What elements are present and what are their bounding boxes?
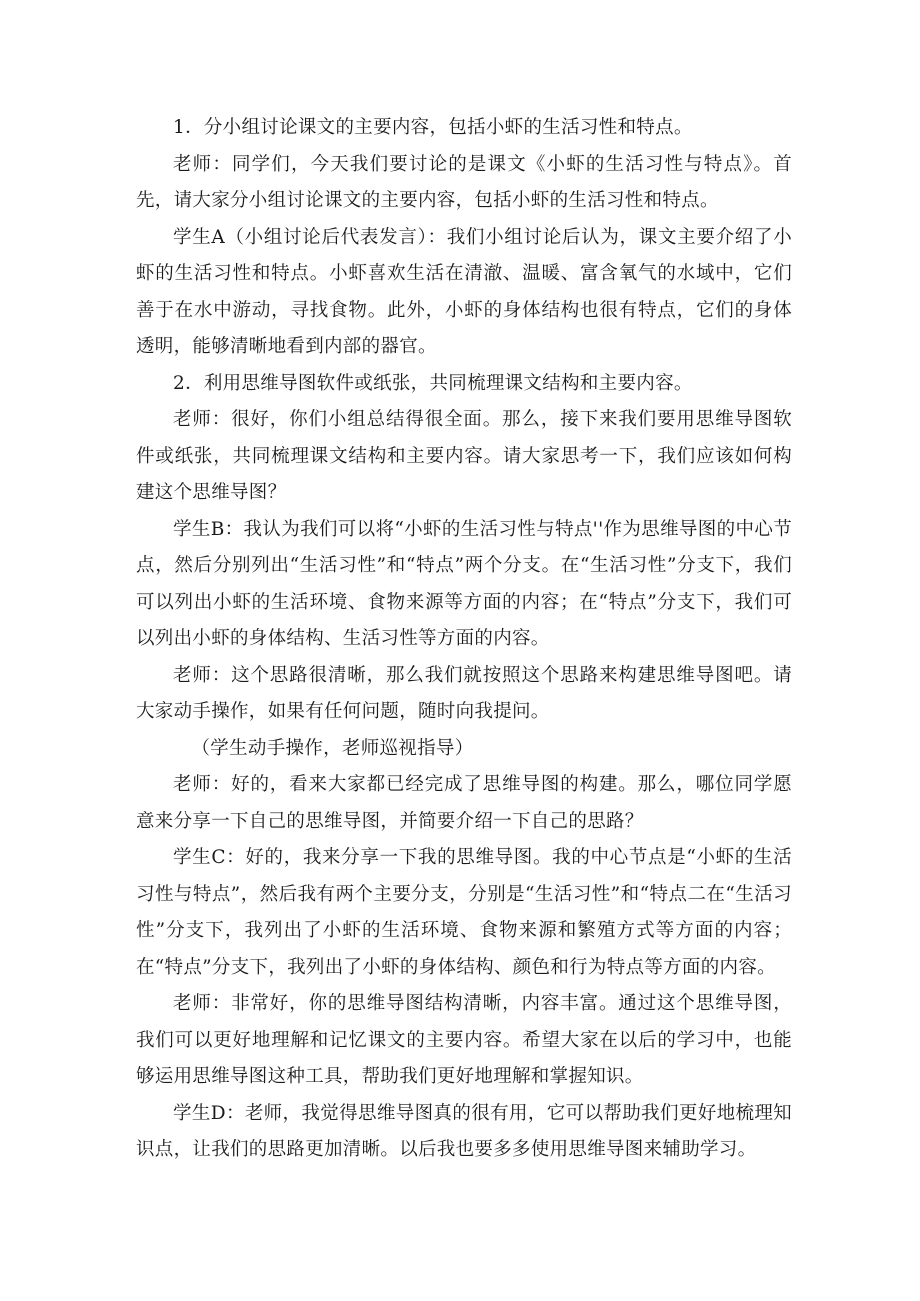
student-a-paragraph: 学生A（小组讨论后代表发言）：我们小组讨论后认为，课文主要介绍了小虾的生活习性和特点。小虾喜欢生活在清澈、温暖、富含氧气的水域中，它们善于在水中游动，寻找食物。此外，小虾的身体结构也很有特点，它们的身体透明，能够清晰地看到内部的器官。: [136, 226, 792, 357]
teacher-paragraph: 老师：好的，看来大家都已经完成了思维导图的构建。那么，哪位同学愿意来分享一下自己的思维导图，并简要介绍一下自己的思路？: [136, 774, 792, 832]
teacher-paragraph: 老师：很好，你们小组总结得很全面。那么，接下来我们要用思维导图软件或纸张，共同梳理课文结构和主要内容。请大家思考一下，我们应该如何构建这个思维导图？: [136, 409, 792, 503]
teacher-paragraph: 老师：同学们，今天我们要讨论的是课文《小虾的生活习性与特点》。首先，请大家分小组讨论课文的主要内容，包括小虾的生活习性和特点。: [136, 153, 792, 211]
teacher-paragraph: 老师：这个思路很清晰，那么我们就按照这个思路来构建思维导图吧。请大家动手操作，如果有任何问题，随时向我提问。: [136, 664, 792, 722]
student-c-paragraph: 学生C：好的，我来分享一下我的思维导图。我的中心节点是“小虾的生活习性与特点”，然后我有两个主要分支，分别是“生活习性”和“特点二在“生活习性”分支下，我列出了小虾的生活环境、食物来源和繁殖方式等方面的内容；在“特点”分支下，我列出了小虾的身体结构、颜色和行为特点等方面的内容。: [136, 847, 792, 978]
step-heading-1: 1．分小组讨论课文的主要内容，包括小虾的生活习性和特点。: [173, 117, 693, 138]
stage-direction: （学生动手操作，老师巡视指导）: [191, 737, 474, 759]
teacher-paragraph: 老师：非常好，你的思维导图结构清晰，内容丰富。通过这个思维导图，我们可以更好地理解和记忆课文的主要内容。希望大家在以后的学习中，也能够运用思维导图这种工具，帮助我们更好地理解和掌握知识。: [136, 993, 792, 1087]
step-heading-2: 2．利用思维导图软件或纸张，共同梳理课文结构和主要内容。: [173, 372, 693, 394]
student-d-paragraph: 学生D：老师，我觉得思维导图真的很有用，它可以帮助我们更好地梳理知识点，让我们的思路更加清晰。以后我也要多多使用思维导图来辅助学习。: [136, 1102, 792, 1160]
document-body: [136, 110, 792, 1169]
student-b-paragraph: 学生B：我认为我们可以将“小虾的生活习性与特点''作为思维导图的中心节点，然后分别列出“生活习性”和“特点”两个分支。在“生活习性”分支下，我们可以列出小虾的生活环境、食物来源等方面的内容；在“特点”分支下，我们可以列出小虾的身体结构、生活习性等方面的内容。: [136, 518, 792, 649]
